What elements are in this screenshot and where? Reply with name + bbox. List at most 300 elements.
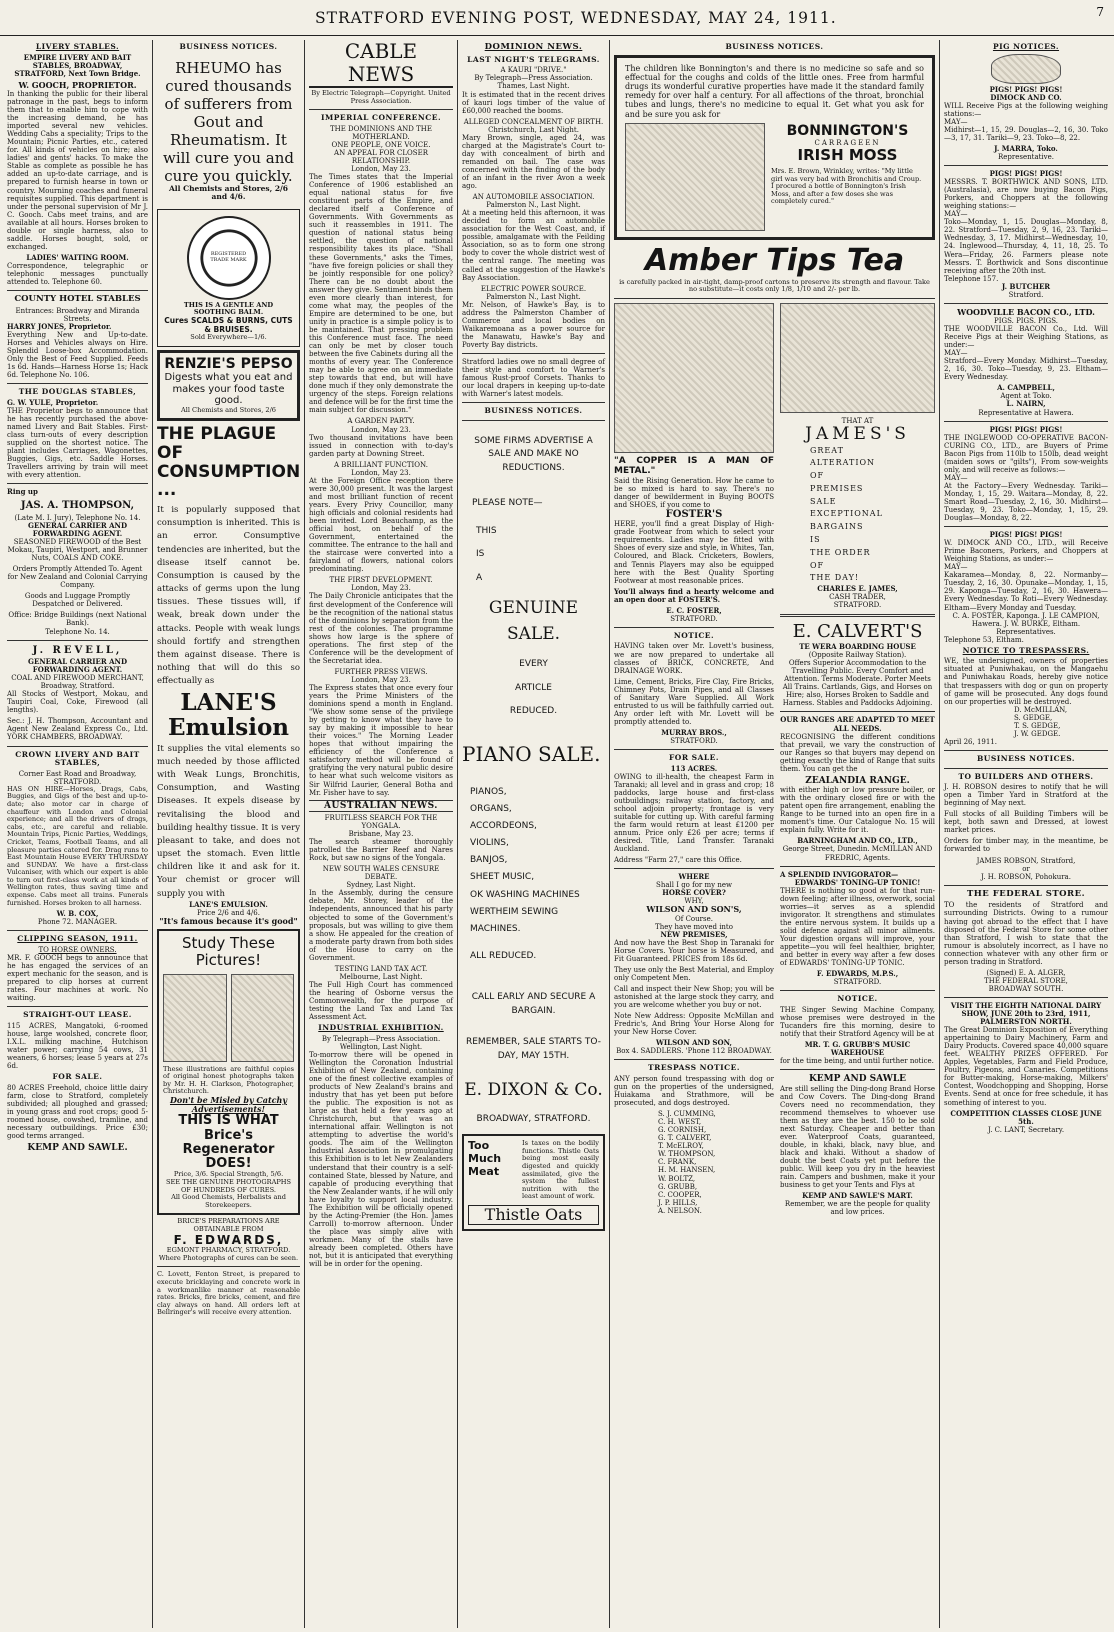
dateline: Sydney, Last Night. — [346, 881, 416, 890]
ad-signature: BARNINGHAM AND CO., LTD., — [797, 836, 918, 846]
ad-title: CROWN LIVERY AND BAIT STABLES, — [15, 749, 140, 768]
list-item: D. McMILLAN, — [1014, 705, 1068, 714]
news-subheading: A BRILLIANT FUNCTION. — [334, 460, 428, 469]
ad-body: BROADWAY SOUTH. — [988, 984, 1064, 993]
ad-body: Digests what you eat and makes your food taste good. — [164, 372, 293, 407]
ad-signature: E. DIXON & Co. — [464, 1080, 603, 1101]
section-heading: BUSINESS NOTICES. — [484, 406, 583, 416]
ad-signature: J. BUTCHER — [1001, 281, 1051, 291]
column-pig-notices — [941, 40, 1111, 1628]
ad-body: Where Photographs of cures can be seen. — [158, 1253, 299, 1262]
dateline: London, May 23. — [351, 468, 411, 477]
news-body: Mary Brown, single, aged 24, was charged at the Magistrate's Court to-day with concealment of birth and remanded on bail. The case was concerned with the finding of the body of an infant in the river Avon a week ago. — [462, 133, 605, 191]
ad-headline: LANE'S Emulsion — [167, 689, 290, 741]
ad-body: It is popularly supposed that consumption is inherited. This is an error. Consumptive tendencies are inherited, but the disease itself cannot be. Consumption is caused by the attacks of germs upon the lung tissues. These tissues will, if weak, break down under the attacks. People with weak lungs should fortify and strengthen them against disease. There is nothing that will do this so effectually as — [157, 505, 300, 687]
news-subheading: FURTHER PRESS VIEWS. — [334, 667, 428, 676]
ad-body: ANY person found trespassing with dog or gun on the properties of the undersigned, Huiakama and Strathmore, will be prosecuted, and dogs destroyed. — [614, 1074, 774, 1108]
ad-body: HERE, you'll find a great Display of High-grade Footwear from which to select your requirements. Ladies may be fitted with Shoes of every size and style, in Whites, Tan, Coloured, and Black. Cricketers, Bowlers, and Tennis Players may also be equipped here with the Best Quality Sporting Footwear at most reasonable prices. — [614, 520, 774, 585]
list-item: BARGAINS — [810, 522, 864, 532]
section-heading: LIVERY STABLES. — [35, 42, 120, 51]
ad-body: They use only the Best Material, and Employ only Competent Men. — [614, 965, 774, 982]
ad-signature: W. B. COX, — [56, 909, 99, 919]
news-subheading: THE DOMINIONS AND THE MOTHERLAND. — [329, 124, 433, 141]
ad-body: All Chemists and Stores, 2/6 and 4/6. — [168, 183, 289, 202]
ad-headline: SALE. — [506, 623, 561, 644]
ad-body: MAY— — [944, 349, 968, 358]
ad-body: Correspondence, telegraphic or telephonic messages punctually attended to. Telephone 60. — [7, 261, 148, 287]
rheumo-ad — [157, 55, 300, 206]
ad-body: NEW PREMISES, — [660, 929, 728, 939]
ad-title: THE FEDERAL STORE. — [966, 888, 1086, 899]
ad-body: Is taxes on the bodily functions. Thistle Oats being most easily digested and quickly assimilated, give the system the fullest nutrition with the least amount of work. — [522, 1139, 599, 1201]
ad-body: 80 ACRES Freehold, choice little dairy farm, close to Stratford, completely subdivided; all ploughed and grassed; in young grass and root crops; good 5-roomed house, cowshed, tramline, and necessary outbuildings. Price £30; good terms arranged. — [7, 1083, 148, 1140]
news-heading: INDUSTRIAL EXHIBITION. — [318, 1023, 444, 1033]
dateline: By Telegraph—Press Association. Thames, Last Night. — [474, 74, 593, 91]
ad-body: J. H. ROBSON desires to notify that he will open a Timber Yard in Stratford at the beginning of May next. — [944, 783, 1108, 808]
ad-body: Corner East Road and Broadway, STRATFORD. — [18, 769, 137, 786]
dateline: By Telegraph—Press Association. Wellington, Last Night. — [321, 1034, 441, 1051]
james-sale-list — [780, 445, 935, 586]
ad-signature: F. EDWARDS, M.P.S., — [816, 969, 899, 979]
news-subheading: TESTING LAND TAX ACT. — [334, 964, 428, 973]
ad-body: And now have the Best Shop in Taranaki for Horse Covers. Your horse is Measured, and Fit Guaranteed. PRICES from 18s 6d. — [614, 938, 774, 963]
ad-body: WILL Receive Pigs at the following weighing stations:— — [944, 101, 1108, 118]
list-item: GREAT — [810, 445, 844, 455]
ad-body: In thanking the public for their liberal patronage in the past, begs to inform them that to enable him to cope with the increasing demand, he has imported several new vehicles. Wedding Cabs a speciality; Trips to the Mountain; Picnic Parties, etc., catered for. All kinds of vehicles on hire; also ladies' and gents' hacks. To make the Stable as complete as possible he has added an up-to-date carriage, and is prepared to furnish hearse in town or country. Mourning coaches and funeral requisites supplied. This department is under the personal supervision of Mr J. C. Gooch. Cabs meet trains, and are available at all hours. Horses broken to double or single harness, also to saddle. Horses bought, sold, or exchanged. — [7, 89, 148, 251]
list-item: PIANOS, — [470, 786, 507, 797]
ad-body: OWING to ill-health, the cheapest Farm in Taranaki; all level and in grass and crop; 18 paddocks, large house and first-class outbuildings; railway station, factory, and school adjoin property; frontage is very suitable for cutting up. With careful farming the farm would return at least £1200 per annum. Price only £26 per acre; terms if desired. Title, Land Transfer. Taranaki Auckland. — [614, 772, 774, 854]
ad-body: SOME FIRMS ADVERTISE A SALE AND MAKE NO REDUCTIONS. — [474, 435, 593, 473]
ad-body: MAY— — [944, 117, 968, 126]
news-subheading: ALLEGED CONCEALMENT OF BIRTH. — [463, 117, 604, 126]
dateline: Christchurch, Last Night. — [488, 125, 579, 134]
column-business-ads — [154, 40, 303, 1628]
dateline: London, May 23. — [351, 425, 411, 434]
list-item: W. THOMPSON, — [658, 1150, 716, 1159]
ad-body: Kakaramea—Monday, 8, 22. Normanby—Tuesday, 2, 16, 30. Opunake—Monday, 1, 15, 29. Kaponga—Tuesday, 2, 16, 30. Hawera—Every Wednesday. To Roti—Every Wednesday. Eltham—Every Monday and Tuesday. — [944, 571, 1108, 612]
ad-signature: C. A. FOSTER, Kaponga. J. LE CAMPION, Hawera. J. W. BURKE, Eltham. — [952, 611, 1100, 628]
list-item: EXCEPTIONAL — [810, 509, 883, 519]
ad-title: DIMOCK AND CO. — [990, 92, 1062, 102]
list-item: H. M. HANSEN, — [658, 1166, 716, 1175]
ad-row — [614, 303, 935, 1216]
ad-body: All Chemists and Stores, 2/6 — [180, 405, 277, 414]
ad-signature: MURRAY BROS., — [661, 727, 727, 737]
ad-headline: RHEUMO has cured thousands of sufferers from Gout and Rheumatism. It will cure you and cure you quickly. — [162, 58, 294, 185]
list-item: S. J. CUMMING, — [658, 1110, 716, 1119]
ad-body: STRATFORD. — [833, 978, 882, 987]
ad-body: ARTICLE — [515, 682, 552, 693]
ad-title: VISIT THE EIGHTH NATIONAL DAIRY SHOW, JUNE 20th to 23rd, 1911, PALMERSTON NORTH. — [950, 1000, 1102, 1027]
ad-body: REDUCED. — [509, 706, 558, 717]
list-item: THE ORDER — [810, 547, 871, 557]
list-item: W. BOLTZ, — [658, 1174, 696, 1183]
list-item: OF — [810, 471, 825, 481]
wire-credit: By Electric Telegraph—Copyright. United Press Association. — [311, 89, 451, 105]
ad-headline: PIGS! PIGS! PIGS! — [989, 169, 1063, 179]
ad-body: Said the Rising Generation. How he came to be so mixed is hard to say. There's no danger of bewilderment in Buying BOOTS and SHOES, if you come to — [614, 476, 774, 509]
ad-body: Note New Address: Opposite McMillan and Fredric's, And Bring Your Horse Along for your New Horse Cover. — [614, 1012, 774, 1037]
ad-body: MR. T. G. GRUBB'S MUSIC WAREHOUSE — [804, 1040, 911, 1058]
dateline: London, May 23. — [351, 584, 411, 593]
news-body: The Times states that the Imperial Conference of 1906 established an equal national status for five constituent parts of the Empire, and declared itself a Conference of Governments. With Governments as such it reassembles in 1911. The question of national status being settled, the question of national responsibility takes its place. "Shall these Governments," asks the Times, "have five foreign policies or shall they be jointly responsible for one policy? There can be no doubt about the answer they give. Sentiment binds them even more clearly than interest, for come what may, the peoples of the Empire are determined to be one, but unity in practice is a simple policy is to be maintained. That pressing problem this Conference must face. The need can only be met by closer touch between the five Cabinets during all the months of every year. The Conference may be able to agree on an immediate step towards that end, but will have done much if they only demonstrate the urgency of the steps. Foreign relations and defence will be for the first time the main subject for discussion." — [309, 173, 453, 415]
ad-title: THE DOUGLAS STABLES, — [18, 387, 137, 397]
ad-headline: PIGS. PIGS. PIGS. — [994, 316, 1058, 325]
section-heading: BUSINESS NOTICES. — [179, 42, 278, 51]
ad-body: BROADWAY, STRATFORD. — [476, 1113, 591, 1124]
section-heading: BUSINESS NOTICES. — [976, 753, 1076, 763]
portrait-before-image — [163, 974, 227, 1062]
dateline: Melbourne, Last Night. — [339, 972, 423, 981]
ad-body: EVERY — [519, 659, 548, 670]
ad-signature: E. C. FOSTER, — [666, 605, 722, 615]
ad-body: 113 ACRES. — [670, 763, 718, 773]
column-rule — [304, 40, 305, 1628]
ad-body: Toko—Monday, 1, 15. Douglas—Monday, 8, 22. Stratford—Tuesday, 2, 9, 16, 23. Tariki—Wednesday, 3, 17. Midhirst—Wednesday, 10, 24. Inglewood—Thursday, 4, 11, 18, 25. To Wera—Friday, 26. Farmers please note Messrs. T. Borthwick and Sons discontinue receiving after the 20th inst. — [944, 218, 1108, 275]
ad-body: CALL EARLY AND SECURE A BARGAIN. — [471, 992, 596, 1016]
bonningtons-ad — [614, 55, 935, 240]
ad-body: Telephone 53, Eltham. — [944, 635, 1024, 644]
ad-title: OUR RANGES ARE ADAPTED TO MEET ALL NEEDS. — [780, 715, 935, 733]
ad-headline: Thistle Oats — [468, 1205, 599, 1225]
balm-ad — [157, 209, 300, 347]
ad-body: THIS IS A GENTLE AND SOOTHING BALM. — [183, 300, 274, 317]
page-header — [0, 0, 1114, 36]
news-body: At the Foreign Office reception there were 30,000 present. It was the largest and most brilliant function of recent years. Every Privy Councillor, many high officials and colonial residents had been invited. Lord Beauchamp, as the official host, on behalf of the Government, entertained the committee. The entrance to the hall and the staircase were converted into a fairyland of flowers, national colors predominating. — [309, 476, 453, 574]
news-heading: AUSTRALIAN NEWS. — [309, 800, 453, 812]
ad-body: 115 ACRES, Mangatoki, 6-roomed house, large woolshed, concrete floor, I.X.L. milking machine, Hutchison water power; carrying 54 cows, 31 weaners, 6 horses; lease 5 years at 27s 6d. — [7, 1021, 148, 1071]
pig-icon — [991, 54, 1061, 84]
ad-body: with either high or low pressure boiler, or with the ordinary closed fire or with the patent open fire arrangement, enabling the Range to be turned into an open fire in a moment's time. Our Catalogue No. 15 will explain fully. Write for it. — [780, 786, 935, 835]
dateline: Palmerston N., Last Night. — [486, 201, 581, 210]
list-item: MACHINES. — [470, 923, 521, 934]
list-item: SALE — [810, 496, 837, 506]
ad-body: These illustrations are faithful copies of original honest photographs taken by Mr. H. H. Clarkson, Photographer, Christchurch. — [163, 1064, 294, 1096]
list-item: J. P. HILLS, — [658, 1198, 698, 1207]
ad-body: Representative. — [998, 153, 1054, 161]
ad-body: Representative at Hawera. — [978, 408, 1074, 417]
proprietor: HARRY JONES, Proprietor. — [7, 321, 112, 331]
ad-body: STRATFORD. — [670, 736, 718, 745]
ad-body: Goods and Luggage Promptly Despatched or Delivered. — [24, 592, 131, 609]
ad-body: J. H. ROBSON, Pohokura. — [981, 872, 1071, 881]
ad-body: Stratford. — [1008, 290, 1044, 299]
renzie-ad — [157, 350, 300, 421]
ad-title: FOR SALE. — [52, 1072, 103, 1082]
ad-body: Price 2/6 and 4/6. — [197, 908, 260, 917]
column-rule — [609, 40, 610, 1628]
ad-body: Phone 72. MANAGER. — [37, 918, 118, 927]
ad-headline: Study These Pictures! — [181, 934, 276, 970]
ad-headline: IRISH MOSS — [797, 145, 898, 164]
trade-mark-seal-icon — [187, 216, 271, 300]
ad-body: JAMES ROBSON, Stratford, — [976, 856, 1076, 865]
ad-body: (Opposite Railway Station). — [808, 651, 907, 660]
ad-headline: JAMES'S — [805, 423, 910, 444]
ad-body: GENERAL CARRIER AND FORWARDING AGENT. — [27, 520, 128, 538]
news-body: It is estimated that in the recent drives of kauri logs timber of the value of £60,000 reached the booms. — [462, 90, 605, 115]
ad-body: HAS ON HIRE—Horses, Drags, Cabs, Buggies, and Gigs of the best and up-to-date; also motor car in charge of chauffeur with London and Colonial experience; and all the drivers of drags, cabs, etc., are careful and reliable. Mountain Trips, Picnic Parties, Weddings, Cricket, Teams, Football Teams, and all pleasure parties catered for. Drag runs to East Mountain House EVERY THURSDAY and SUNDAY. We have a first-class Vulcaniser, with which our expert is able to turn out first-class work at all kinds of Wellington rates, thus saving time and expense. Cabs meet all trains. Funerals furnished. Horses broken to all harness. — [7, 784, 148, 907]
ad-body: Representatives. — [996, 627, 1056, 636]
news-subheading: AN APPEAL FOR CLOSER RELATIONSHIP. — [334, 148, 428, 165]
ad-signature: KEMP AND SAWLE'S MART. — [802, 1191, 913, 1201]
ad-body: BRICE'S PREPARATIONS ARE OBTAINABLE FROM — [177, 1217, 280, 1233]
dateline: London, May 23. — [351, 675, 411, 684]
ad-body: for the time being, and until further notice. — [780, 1057, 934, 1066]
ad-body: MESSRS. T. BORTHWICK AND SONS, LTD. (Australasia), are now buying Bacon Pigs, Porkers, and Choppers at the following weighing stations:— — [944, 178, 1108, 211]
ad-body: THE INGLEWOOD CO-OPERATIVE BACON-CURING CO., LTD., are Buyers of Prime Bacon Pigs from 110lb to 150lb, dead weight (maiden sows or "gilts"), From sow-weights only, and will receive as follows:— — [944, 433, 1108, 474]
ad-body: WE, the undersigned, owners of properties situated at Puniwhakau, on the Mangaehu and Puniwhakau Roads, hereby give notice that trespassers with dog or gun on property of game will be prosecuted. Any dogs found on our properties will be destroyed. — [944, 657, 1108, 706]
ad-title: CLIPPING SEASON, 1911. — [17, 934, 138, 944]
news-subheading: ELECTRIC POWER SOURCE. — [480, 284, 587, 293]
list-item: C. COOPER, — [658, 1190, 702, 1199]
dateline: Palmerston N., Last Night. — [486, 292, 581, 301]
ad-signature: F. EDWARDS, — [173, 1232, 284, 1247]
ad-body: You'll always find a hearty welcome and an open door at FOSTER'S. — [614, 586, 774, 604]
ad-body: George Street, Dunedin. McMILLAN AND FREDRIC, Agents. — [782, 845, 933, 862]
column-dominion-news — [459, 40, 608, 1628]
ad-headline: Amber Tips Tea — [644, 242, 905, 278]
list-item: C. FRANK, — [658, 1158, 697, 1167]
ad-body: Telephone No. 14. — [45, 627, 110, 636]
ad-headline: ZEALANDIA RANGE. — [805, 775, 910, 786]
news-subheading: ONE PEOPLE, ONE VOICE. — [331, 140, 431, 149]
ad-body: The children like Bonnington's and there is no medicine so safe and so effectual for the coughs and colds of the little ones. Free from harmful drugs its wonderful curative properties have made it the standard family remedy for over half a century. For all affections of the throat, bronchial tubes and lungs, there's no medicine to equal it. Get what you ask for and be sure you ask for — [625, 63, 924, 119]
ad-headline: PIGS! PIGS! PIGS! — [989, 84, 1063, 94]
ad-body: Sec.: J. H. Thompson, Accountant and Agent New Zealand Express Co., Ltd. YORK CHAMBERS, BROADWAY. — [7, 717, 148, 742]
masthead: STRATFORD EVENING POST, WEDNESDAY, MAY 24, 1911. — [315, 9, 837, 27]
section-heading: PIG NOTICES. — [992, 42, 1060, 51]
ad-headline: PIANO SALE. — [462, 741, 601, 766]
news-body: Stratford ladies owe no small degree of their style and comfort to Warner's famous Rust-proof Corsets. Thanks to our local drapers in keeping up-to-date with Warner's latest models. — [462, 357, 605, 399]
ad-body: EGMONT PHARMACY, STRATFORD. — [166, 1246, 291, 1255]
ad-title: EDWARDS' TONING-UP TONIC! — [794, 877, 921, 887]
column-display-ads — [611, 40, 938, 1628]
ad-body: PLEASE NOTE— — [472, 498, 543, 509]
seal-text: REGISTERED TRADE MARK — [210, 251, 247, 263]
news-body: To-morrow there will be opened in Wellington the Coronation Industrial Exhibition of New Zealand, containing one of the finest collective examples of products of New Zealand's brains and industry that has yet been put before the public. The exposition is not as large as that held a few years ago at Christchurch, but that was an international affair. Wellington is not attempting to advertise the world's goods. The aim of the Wellington Industrial Association in promulgating this Exhibition is to let New Zealanders understand that their country is a self-contained State, blessed by Nature, and capable of producing everything that the New Zealander wants, if he will only have loyalty to support local industry. The Exhibition will be officially opened by the Acting-Premier (the Hon. James Carroll) to-morrow afternoon. Under the place was simply alive with workmen. Many of the stalls have already been completed. Others have not, but it is anticipated that everything will be in order for the opening. — [309, 1050, 453, 1269]
ad-body: THE FEDERAL STORE, — [984, 976, 1068, 985]
ad-headline: WILSON AND SON'S, — [646, 904, 742, 915]
ad-body: MAY— — [944, 473, 968, 482]
list-item: OK WASHING MACHINES — [470, 889, 580, 900]
ad-title: J. REVELL, — [32, 644, 123, 656]
ad-body: GENERAL CARRIER AND FORWARDING AGENT. — [27, 657, 128, 675]
ad-body: The Great Dominion Exposition of Everything appertaining to Dairy Machinery, Farm and Dairy Products. Covered space 40,000 square feet. WEALTHY PRIZES OFFERED. For Apples, Vegetables, Farm and Field Produce, Poultry, Pigeons, and Canaries. Competitions for Butter-making, Horse-making, Milkers' Contest, Woodchopping and Shopping, Horse Events. Send at once for free schedule, it has something of interest to you. — [944, 1026, 1108, 1107]
ad-body: HAVING taken over Mr. Lovett's business, we are now prepared to undertake all classes of BRICK, CONCRETE, And DRAINAGE WORK. — [614, 642, 774, 675]
ad-body: LANE'S EMULSION. — [189, 899, 268, 909]
ad-body: THE WOODVILLE BACON Co., Ltd. Will Receive Pigs at their Weighing Stations, as under:— — [944, 325, 1108, 350]
ad-body: Address "Farm 27," care this Office. — [614, 856, 742, 865]
ad-body: Don't be Misled by Catchy Advertisements! — [169, 1094, 287, 1115]
column-cable-news — [306, 40, 456, 1628]
list-item: IS — [810, 535, 821, 545]
news-subheading: THE FIRST DEVELOPMENT. — [329, 576, 433, 585]
ad-signature: KEMP AND SAWLE. — [27, 1143, 128, 1154]
list-item: T. McELROY, — [658, 1142, 704, 1151]
ad-headline: RENZIE'S PEPSO — [164, 355, 293, 372]
trespass-signatories — [614, 1110, 774, 1215]
ad-title: A SPLENDID INVIGORATOR— — [780, 869, 899, 879]
ad-body: Stratford—Every Monday. Midhirst—Tuesday, 2, 16, 30. Toko—Tuesday, 9, 23. Eltham—Every Wednesday. — [944, 357, 1108, 382]
ad-signature: A. CAMPBELL, — [997, 383, 1055, 393]
column-rule — [939, 40, 940, 1628]
list-item: T. S. GEDGE, — [1014, 721, 1061, 730]
news-body: The Full High Court has commenced the hearing of Osborne versus the Commonwealth, for the purpose of testing the Land Tax and Land Tax Assessment Act. — [309, 980, 453, 1022]
ad-title: NOTICE TO TRESPASSERS. — [962, 645, 1090, 655]
dateline: Brisbane, May 23. — [348, 830, 414, 839]
ad-body: THE Singer Sewing Machine Company, whose premises were destroyed in the Tucanders fire this morning, desire to notify that their Stratford Agency will be at — [780, 1005, 935, 1038]
ad-body: SEASONED FIREWOOD of the Best Mokau, Taupiri, Westport, and Brunner Nuts, COALS AND COKE. — [7, 538, 148, 563]
news-subheading: NEW SOUTH WALES CENSURE DEBATE. — [322, 865, 440, 882]
flowers-urn-image — [780, 303, 935, 413]
proprietor: G. W. YULE, Proprietor. — [7, 397, 99, 407]
column-rule — [152, 40, 153, 1628]
brice-ad — [157, 929, 300, 1215]
ad-signature: J. C. LANT, Secretary. — [987, 1125, 1065, 1134]
ad-heading: LADIES' WAITING ROOM. — [26, 252, 129, 262]
ad-body: At the Factory—Every Wednesday. Tariki—Monday, 1, 15, 29. Waitara—Monday, 8, 22. Smart Road—Tuesday, 2, 16, 30. Midhirst—Tuesday, 9, 23. Toko—Monday, 1, 15, 29. Douglas—Monday, 8, 22. — [944, 481, 1108, 523]
ad-body: THIS — [476, 525, 497, 536]
ad-body: Ring up — [7, 487, 38, 497]
ad-testimonial: Mrs. E. Brown, Wrinkley, writes: "My little girl was very bad with Bronchitis and Croup. I procured a bottle of Bonnington's Irish Moss, and after a few doses she was completely cured." — [771, 167, 922, 206]
news-body: Mr. Nelson, of Hawke's Bay, is to address the Palmerston Chamber of Commerce and local bodies on Waikaremoana as a power source for the Manawatu, Hawke's Bay and Poverty Bay districts. — [462, 300, 605, 349]
ad-body: April 26, 1911. — [944, 737, 997, 746]
ad-body: HORSE COVER? — [662, 888, 726, 898]
trespass-signatories — [944, 706, 1108, 738]
mother-child-image — [625, 123, 765, 231]
ad-title: FOR SALE. — [668, 753, 720, 763]
news-heading: IMPERIAL CONFERENCE. — [320, 113, 442, 123]
ad-body: (Late M. I. Jury), Telephone No. 14. — [14, 513, 141, 522]
list-item: ORGANS, — [470, 804, 512, 815]
dateline: London, May 23. — [351, 165, 411, 174]
ad-body: WHY, — [684, 897, 704, 906]
ad-body: Shall I go for my new — [656, 881, 732, 890]
ad-body: or — [1022, 864, 1030, 873]
ad-body: THE Proprietor begs to announce that he has recently purchased the above-named Livery and Bait Stables. First-class turn-outs of every description supplied on the shortest notice. The plant includes Carriages, Wagonettes, Buggies, Gigs, etc. Saddle Horses. Travellers arriving by train will meet with every attention. — [7, 406, 148, 480]
news-subheading: AN AUTOMOBILE ASSOCIATION. — [472, 193, 595, 202]
ad-body: IS — [476, 549, 485, 560]
ad-body: Are still selling the Ding-dong Brand Horse and Cow Covers. The Ding-dong Brand Covers need no recommendation, they recommend themselves to whoever use them as they are the best. 150 to be sold next Saturday. Cheaper and better than ever. Waterproof Coats, guaranteed, double, in khaki, black, navy blue, and black and khaki. Without a shadow of doubt the best Coats yet put before the public. Will keep you dry in the heaviest rain. Campers and bushmen, make it your business to get your Tents and Flys at — [780, 1084, 935, 1190]
ad-body: TO HORSE OWNERS. — [38, 945, 117, 954]
ad-body: ALL REDUCED. — [470, 950, 537, 961]
ad-title: JAS. A. THOMPSON, — [20, 500, 135, 512]
list-item: BANJOS, — [470, 855, 508, 866]
ad-body: CASH TRADER, — [829, 593, 886, 602]
ad-headline: FOSTER'S — [665, 508, 723, 520]
thistle-oats-ad — [462, 1134, 605, 1231]
ad-body: Orders for timber may, in the meantime, be forwarded to — [944, 837, 1108, 854]
ad-body: TO the residents of Stratford and surrounding Districts. Owing to a rumour having got abroad to the effect that I have disposed of the Federal Store for some other than Stratford, I wish to state that the rumour is absolutely incorrect, as I have no connection whatever with any other firm or person trading in Stratford. — [944, 901, 1108, 966]
ad-title: NOTICE. — [837, 994, 878, 1004]
list-item: G. CORNISH, — [658, 1126, 707, 1135]
ad-body: is carefully packed in air-tight, damp-proof cartons to preserve its strength and flavour. Take no substitute—it costs only 1/8, 1/10 and 2/- per lb. — [619, 277, 930, 294]
ad-title: NOTICE. — [673, 630, 715, 640]
ad-headline: KEMP AND SAWLE — [808, 1074, 907, 1085]
news-body: Two thousand invitations have been issued in connection with to-day's garden party at Downing Street. — [309, 433, 453, 458]
news-body: At a meeting held this afternoon, it was decided to form an automobile association for the West Coast, and, if possible, amalgamate with the Feilding Association, so as to form one strong body to cover the whole district west of the central range. The meeting was called at the suggestion of the Hawke's Bay Association. — [462, 209, 605, 282]
ad-body: Cures SCALDS & BURNS, CUTS & BRUISES. — [164, 316, 293, 334]
ad-headline: BONNINGTON'S — [786, 122, 909, 139]
ad-body: Box 4. SADDLERS. 'Phone 112 BROADWAY. — [616, 1047, 772, 1056]
ad-body: Lime, Cement, Bricks, Fire Clay, Fire Bricks, Chimney Pots, Drain Pipes, and all Classes of Sanitary Ware Supplied. All Work entrusted to us will be faithfully carried out. Any order left with Mr. Lovett will be promptly attended to. — [614, 677, 774, 726]
ad-body: MAY— — [944, 563, 968, 572]
list-item: VIOLINS, — [470, 838, 509, 849]
news-subheading: LAST NIGHT'S TELEGRAMS. — [467, 54, 600, 64]
news-body: The search steamer thoroughly patrolled the Barrier Reef and Nares Rock, but saw no signs of the Yongala. — [309, 838, 453, 863]
ad-headline: PIGS! PIGS! PIGS! — [989, 530, 1063, 540]
ad-body: Orders Promptly Attended To. Agent for New Zealand and Colonial Carrying Company. — [7, 565, 148, 590]
list-item: ALTERATION — [810, 458, 876, 468]
ad-body: It supplies the vital elements so much needed by those afflicted with Weak Lungs, Bronchitis, Consumption, and Wasting Diseases. It expels disease by revitalising the blood and building healthy tissue. It is very pleasant to take, and does not upset the stomach. Even little children like it and ask for it. Your chemist or grocer will supply you with — [157, 743, 300, 899]
ad-body: CARRAGEEN — [814, 138, 881, 147]
ad-body: STRATFORD. — [670, 614, 718, 623]
ad-body: STRATFORD. — [833, 601, 882, 610]
news-subheading: FRUITLESS SEARCH FOR THE YONGALA. — [324, 813, 438, 831]
ad-headline: E. CALVERT'S — [792, 621, 923, 643]
column-livery — [4, 40, 151, 1628]
ad-body: MAY— — [944, 210, 968, 219]
ad-title: COUNTY HOTEL STABLES — [14, 294, 141, 305]
ad-body: Midhirst—1, 15, 29. Douglas—2, 16, 30. Toko—3, 17, 31. Tariki—9, 23. Toko—8, 22. — [944, 125, 1108, 142]
news-body: The Daily Chronicle anticipates that the first development of the Conference will be the recognition of the national status of the dominions by separation from the rest of the colonies. The programme shows how large is the sphere of operations. The first step of the Conference will be the development of the Secretariat idea. — [309, 592, 453, 665]
ad-body: Agent at Toko. — [1000, 392, 1052, 401]
ad-signature: L. NAIRN, — [1006, 399, 1046, 409]
ad-body: All Good Chemists, Herbalists and Storekeepers. — [171, 1193, 286, 1209]
ad-slogan: "It's famous because it's good" — [159, 915, 298, 926]
ad-body: All Stocks of Westport, Mokau, and Taupiri Coal, Coke, Firewood (all lengths). — [7, 690, 148, 715]
news-body: In the Assembly, during the censure debate, Mr. Storey, leader of the Independents, announced that his party objected to some of the Government's proposals, but was willing to give them a show. He appealed for the creation of a moderate party drawn from both sides of the House to carry on the Government. — [309, 889, 453, 962]
list-item: C. H. WEST, — [658, 1118, 702, 1127]
ad-body: Of Course. — [675, 914, 713, 923]
ad-body: W. DIMOCK AND CO., LTD., will Receive Prime Baconers, Porkers, and Choppers at Weighing Stations, as under:— — [944, 539, 1108, 564]
list-item: G. T. CALVERT, — [658, 1134, 712, 1143]
ad-heading: EMPIRE LIVERY AND BAIT STABLES, BROADWAY, STRATFORD, Next Town Bridge. — [14, 52, 141, 78]
ad-body: Call and inspect their New Shop; you will be astonished at the large stock they carry, and you are welcome whether you buy or not. — [614, 984, 774, 1010]
ad-body: Sold Everywhere—1/6. — [190, 333, 267, 342]
news-heading: DOMINION NEWS. — [484, 42, 583, 52]
ad-headline: PIGS! PIGS! PIGS! — [989, 424, 1063, 434]
ad-title: WOODVILLE BACON CO., LTD. — [957, 306, 1095, 317]
ad-title: TRESPASS NOTICE. — [648, 1063, 740, 1073]
ad-body: Entrances: Broadway and Miranda Streets. — [15, 306, 140, 323]
ad-body: THERE is nothing so good at for that run-down feeling; after illness, overwork, social worries—it serves as a splendid invigorator. It strengthens and stimulates the entire nervous system. It builds up a solid defence against all minor ailments. Your digestion organs will improve, your appetite—you will feel healthier, brighter, and better in every way after a few doses of EDWARDS' TONING-UP TONIC. — [780, 886, 935, 968]
ad-body: THAT AT — [841, 416, 874, 425]
ad-title: STRAIGHT-OUT LEASE. — [23, 1010, 132, 1020]
ad-signature: CHARLES E. JAMES, — [817, 584, 898, 594]
ad-signature: (Signed) E. A. ALGER, — [986, 968, 1066, 977]
ad-body: WHERE — [678, 872, 710, 882]
page-number: 7 — [1096, 5, 1104, 19]
portrait-pair — [163, 974, 294, 1062]
ad-body: Office: Bridge Buildings (next National Bank). — [8, 611, 147, 628]
ad-body: A — [476, 572, 483, 583]
ad-signature: WILSON AND SON, — [656, 1038, 732, 1048]
section-heading: BUSINESS NOTICES. — [725, 42, 824, 51]
ad-body: COAL AND FIREWOOD MERCHANT, Broadway, Stratford. — [11, 674, 144, 691]
list-item: THE DAY! — [810, 573, 860, 583]
list-item: OF — [810, 560, 825, 570]
news-subheading: A GARDEN PARTY. — [347, 417, 415, 426]
fosters-ad — [614, 303, 774, 1216]
ad-headline: THE PLAGUE OF CONSUMPTION ... — [157, 424, 301, 501]
news-body: The Express states that once every four years the Prime Ministers of the dominions spend a month in England. "We show some sense of the privilege by getting to know what they have to say by making it impossible to hear their voices." The Morning Leader hopes that without impairing the efficiency of the Conference a satisfactory method will be found of gratifying the very natural public desire to hear what such welcome visitors as Sir Wilfrid Laurier, General Botha and Mr. Fisher have to say. — [309, 683, 453, 797]
ad-body: Remember, we are the people for quality and low prices. — [784, 1200, 931, 1217]
proprietor: W. GOOCH, PROPRIETOR. — [18, 79, 137, 90]
list-item: SHEET MUSIC, — [470, 872, 535, 883]
ad-body: RECOGNISING the different conditions that prevail, we vary the construction of our Ranges so that buyers may depend on getting exactly the kind of Range that suits them. You can get the — [780, 732, 935, 773]
